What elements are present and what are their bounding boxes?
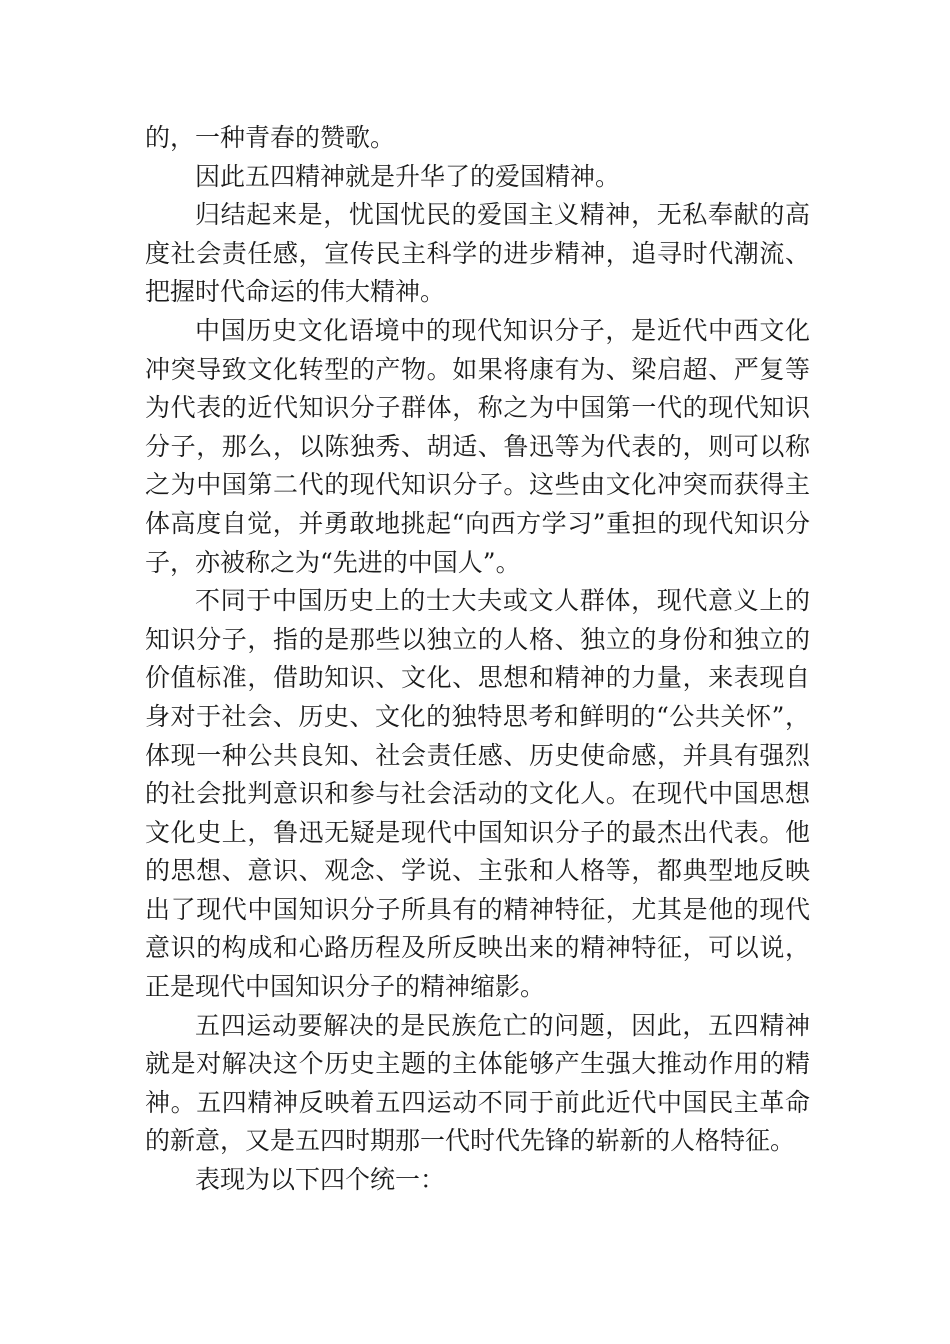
paragraph-patriotic-spirit: 因此五四精神就是升华了的爱国精神。 xyxy=(195,161,621,191)
body-text xyxy=(145,119,810,1200)
paragraph-may-fourth-movement: 五四运动要解决的是民族危亡的问题，因此，五四精神就是对解决这个历史主题的主体能够产生强大推动作用的精神。五四精神反映着五四运动不同于前此近代中国民主革命的新意，又是五四时期那一代时代先锋的崭新的人格特征。 xyxy=(145,1010,810,1156)
paragraph-intellectual-definition: 不同于中国历史上的士大夫或文人群体，现代意义上的知识分子，指的是那些以独立的人格、独立的身份和独立的价值标准，借助知识、文化、思想和精神的力量，来表现自身对于社会、历史、文化的独特思考和鲜明的“公共关怀”，体现一种公共良知、社会责任感、历史使命感，并具有强烈的社会批判意识和参与社会活动的文化人。在现代中国思想文化史上，鲁迅无疑是现代中国知识分子的最杰出代表。他的思想、意识、观念、学说、主张和人格等，都典型地反映出了现代中国知识分子所具有的精神特征，尤其是他的现代意识的构成和心路历程及所反映出来的精神特征，可以说，正是现代中国知识分子的精神缩影。 xyxy=(145,586,810,1002)
paragraph-summary: 归结起来是，忧国忧民的爱国主义精神，无私奉献的高度社会责任感，宣传民主科学的进步精神，追寻时代潮流、把握时代命运的伟大精神。 xyxy=(145,200,810,307)
paragraph-four-unities: 表现为以下四个统一： xyxy=(195,1165,446,1195)
paragraph-continuation: 的，一种青春的赞歌。 xyxy=(145,123,396,152)
paragraph-modern-intellectuals: 中国历史文化语境中的现代知识分子，是近代中西文化冲突导致文化转型的产物。如果将康有为、梁启超、严复等为代表的近代知识分子群体，称之为中国第一代的现代知识分子，那么，以陈独秀、胡适、鲁迅等为代表的，则可以称之为中国第二代的现代知识分子。这些由文化冲突而获得主体高度自觉，并勇敢地挑起“向西方学习”重担的现代知识分子，亦被称之为“先进的中国人”。 xyxy=(145,315,810,577)
